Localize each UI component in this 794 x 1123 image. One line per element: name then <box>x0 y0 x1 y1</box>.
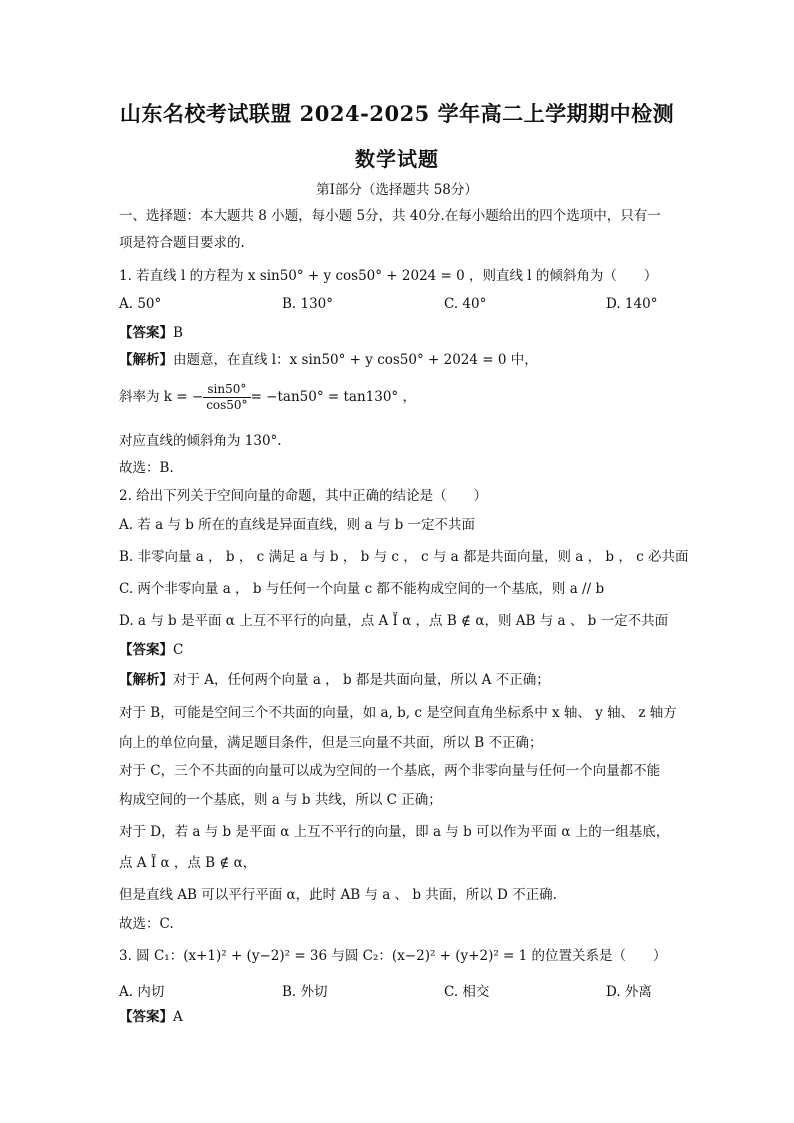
answer-value: B <box>173 325 183 341</box>
slope-fraction <box>203 382 250 413</box>
answer-tag: 【答案】 <box>119 1009 173 1025</box>
question-3-answer <box>119 1007 679 1027</box>
question-2-analysis-line5: 构成空间的一个基底，则 a 与 b 共线，所以 C 正确； <box>119 792 442 808</box>
question-2-analysis-line4: 对于 C，三个不共面的向量可以成为空间的一个基底，两个非零向量与任何一个向量都不能 <box>119 763 661 779</box>
question-2-analysis-line3: 向上的单位向量，满足题目条件，但是三向量不共面，所以 B 不正确； <box>119 735 543 751</box>
analysis-tag: 【解析】 <box>119 672 173 688</box>
question-3-stem: 3. 圆 C₁：(x+1)² + (y−2)² = 36 与圆 C₂：(x−2)² + (y+2)² = 1 的位置关系是（ ） <box>119 948 667 964</box>
question-1-analysis-line3: 对应直线的倾斜角为 130°. <box>119 433 282 449</box>
question-2-option-b: B. 非零向量 a ， b ， c 满足 a 与 b ， b 与 c ， c 与 a 都是共面向量，则 a ， b ， c 必共面 <box>119 549 689 565</box>
question-1-option-a: A. 50° <box>119 296 162 312</box>
answer-value: C <box>173 642 184 658</box>
exam-subtitle: 数学试题 <box>355 147 439 171</box>
question-1-analysis-line1 <box>119 350 679 370</box>
fraction-denominator: cos50° <box>206 398 248 412</box>
fraction-numerator: sin50° <box>203 382 250 398</box>
question-1-option-c: C. 40° <box>444 296 487 312</box>
question-2-stem: 2. 给出下列关于空间向量的命题，其中正确的结论是（ ） <box>119 488 488 504</box>
question-2-option-d: D. a 与 b 是平面 α 上互不平行的向量，点 A Ï α ，点 B ∉ α，则 AB 与 a 、 b 一定不共面 <box>119 613 669 629</box>
analysis-tag: 【解析】 <box>119 352 173 368</box>
question-2-analysis-line6: 对于 D，若 a 与 b 是平面 α 上互不平行的向量，即 a 与 b 可以作为平面 α 上的一组基底， <box>119 824 670 840</box>
exam-title: 山东名校考试联盟 2024-2025 学年高二上学期期中检测 <box>119 101 675 126</box>
part-heading: 第I部分（选择题共 58分） <box>316 182 478 198</box>
answer-value: A <box>173 1009 183 1025</box>
question-1-stem: 1. 若直线 l 的方程为 x sin50° + y cos50° + 2024 = 0 ，则直线 l 的倾斜角为（ ） <box>119 268 658 284</box>
question-2-analysis-line1 <box>119 670 679 690</box>
analysis-text: 由题意，在直线 l：x sin50° + y cos50° + 2024 = 0 中， <box>173 352 538 368</box>
question-2-option-a: A. 若 a 与 b 所在的直线是异面直线，则 a 与 b 一定不共面 <box>119 517 476 533</box>
question-1-option-d: D. 140° <box>606 296 658 312</box>
question-3-option-a: A. 内切 <box>119 984 165 1000</box>
question-3-option-c: C. 相交 <box>444 984 490 1000</box>
question-2-analysis-line7: 点 A Ï α ，点 B ∉ α， <box>119 855 257 871</box>
section-instructions-line1: 一、选择题：本大题共 8 小题，每小题 5分，共 40分.在每小题给出的四个选项中，只有一 <box>119 208 661 224</box>
question-1-option-b: B. 130° <box>282 296 334 312</box>
section-instructions-line2: 项是符合题目要求的. <box>119 235 245 251</box>
question-1-answer <box>119 323 679 343</box>
question-3-option-d: D. 外离 <box>606 984 652 1000</box>
question-2-answer <box>119 640 679 660</box>
question-2-analysis-line2: 对于 B，可能是空间三个不共面的向量，如 a, b, c 是空间直角坐标系中 x 轴、 y 轴、 z 轴方 <box>119 705 677 721</box>
question-2-option-c: C. 两个非零向量 a ， b 与任何一个向量 c 都不能构成空间的一个基底，则 a // b <box>119 581 605 597</box>
question-1-analysis-line2 <box>119 382 679 413</box>
question-1-analysis-line4: 故选：B. <box>119 460 174 476</box>
question-2-analysis-line9: 故选：C. <box>119 916 174 932</box>
question-3-option-b: B. 外切 <box>282 984 328 1000</box>
analysis-text: 对于 A，任何两个向量 a ， b 都是共面向量，所以 A 不正确； <box>173 672 550 688</box>
question-2-analysis-line8: 但是直线 AB 可以平行平面 α，此时 AB 与 a 、 b 共面，所以 D 不正确. <box>119 887 557 903</box>
slope-suffix: = −tan50° = tan130° ， <box>250 389 416 405</box>
answer-tag: 【答案】 <box>119 642 173 658</box>
slope-prefix: 斜率为 k = − <box>119 389 204 405</box>
answer-tag: 【答案】 <box>119 325 173 341</box>
